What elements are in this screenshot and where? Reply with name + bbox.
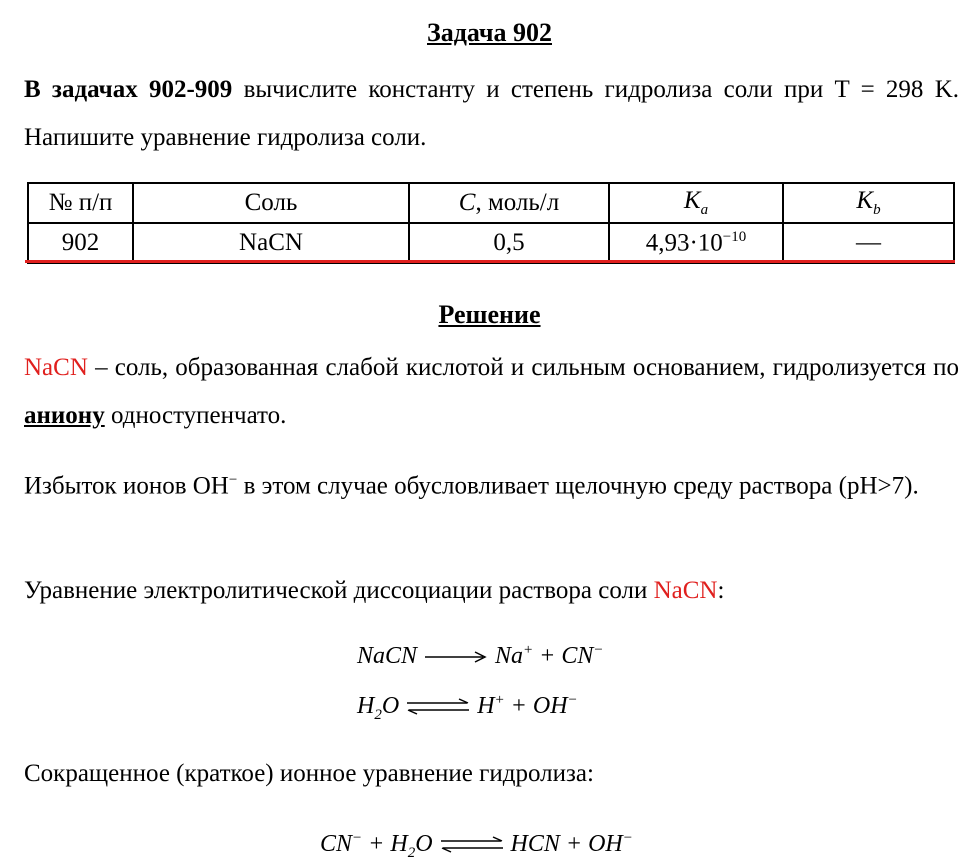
cell-concentration: 0,5 xyxy=(409,223,609,263)
solution-paragraph-3: Уравнение электролитической диссоциации раствора соли NaCN: xyxy=(24,577,725,604)
table-underline xyxy=(25,260,955,263)
equilibrium-arrow-icon xyxy=(439,836,505,854)
header-number: № п/п xyxy=(28,183,133,223)
intro-paragraph xyxy=(24,66,959,162)
page-title: Задача 902 xyxy=(427,18,552,47)
cell-ka: $4,93\cdot 10^{-10}$ xyxy=(609,223,783,263)
solution-paragraph-1: NaCN – соль, образованная слабой кислотой и сильным основанием, гидролизуется по аниону одноступенчато. xyxy=(24,354,959,429)
header-concentration: C, моль/л xyxy=(409,183,609,223)
table-row xyxy=(28,223,954,263)
equation-dissociation-water: $H_2O$ H+ + OH− xyxy=(357,692,578,723)
header-kb: $K_b$ xyxy=(783,183,954,223)
intro-bold-prefix: В задачах 902-909 xyxy=(24,76,233,103)
cell-salt: NaCN xyxy=(133,223,409,263)
cell-kb: — xyxy=(783,223,954,263)
solution-paragraph-2: Избыток ионов OH− в этом случае обусловливает щелочную среду раствора (pH>7). xyxy=(24,472,919,500)
solution-paragraph-4: Сокращенное (краткое) ионное уравнение гидролиза: xyxy=(24,760,594,787)
table-header-row xyxy=(28,183,954,223)
equilibrium-arrow-icon xyxy=(405,698,471,716)
header-ka: $K_a$ xyxy=(609,183,783,223)
right-arrow-icon xyxy=(423,650,489,664)
salt-name: NaCN xyxy=(24,354,88,381)
equation-dissociation-salt: NaCN Na+ + CN− xyxy=(357,642,604,669)
cell-number: 902 xyxy=(28,223,133,263)
header-salt: Соль xyxy=(133,183,409,223)
intro-text: вычислите константу и степень гидролиза соли при T = 298 K. Напишите уравнение гидролиза соли. xyxy=(24,76,959,151)
solution-heading: Решение xyxy=(438,300,541,329)
anion-emphasis: аниону xyxy=(24,402,105,429)
equation-hydrolysis: $CN^- + H_2O$ HCN + OH− xyxy=(320,830,633,861)
data-table xyxy=(27,182,955,264)
